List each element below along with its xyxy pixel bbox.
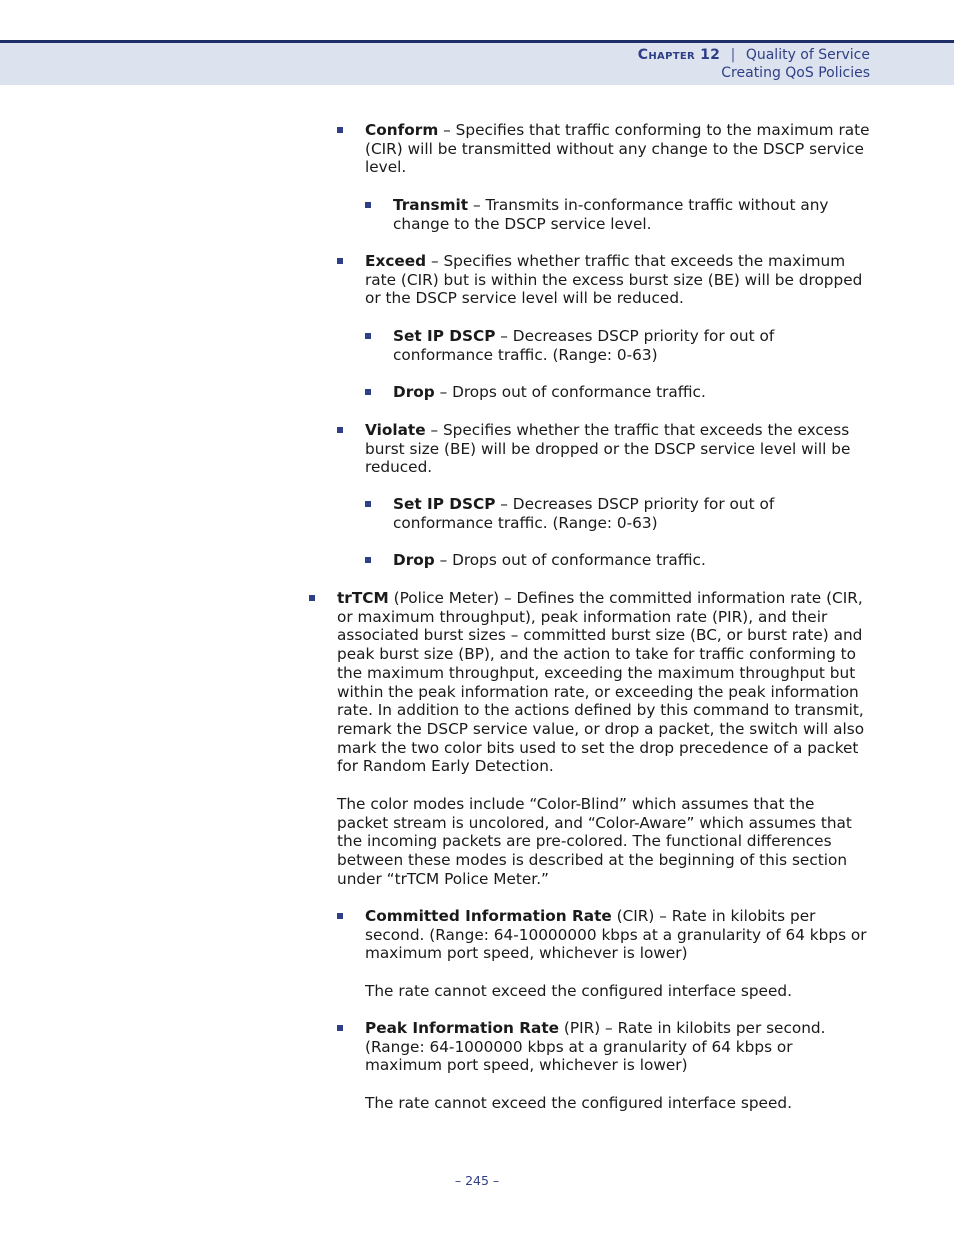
list-item-conform [365,121,870,177]
bullet-icon [365,557,371,563]
list-item-violate-set-ip-dscp [393,495,813,532]
bullet-icon [365,202,371,208]
section-title: Creating QoS Policies [721,65,870,81]
list-item-violate [365,421,870,477]
list-item-transmit [393,196,863,233]
desc-conform: – Specifies that traffic conforming to the maximum rate (CIR) will be transmitted without any change to the DSCP service level. [365,121,870,177]
bullet-icon [365,389,371,395]
bullet-icon [309,595,315,601]
list-item-pir [365,1019,870,1075]
bullet-icon [337,258,343,264]
desc-violate: – Specifies whether the traffic that exceeds the excess burst size (BE) will be dropped or the DSCP service level will be reduced. [365,421,851,477]
desc-transmit: – Transmits in-conformance traffic without any change to the DSCP service level. [393,196,829,233]
term-trtcm: trTCM [337,589,389,607]
term-cir: Committed Information Rate [365,907,612,925]
bullet-icon [337,1025,343,1031]
desc-trtcm: (Police Meter) – Defines the committed information rate (CIR, or maximum throughput), peak information rate (PIR), and their associated burst sizes – committed burst size (BC, or burst rate) and peak burst size (BP), and the action to take for traffic conforming to the maximum throughput, exceeding the maximum throughput but within the peak information rate, or exceeding the peak information rate. In addition to the actions defined by this command to transmit, remark the DSCP service value, or drop a packet, the switch will also mark the two color bits used to set the drop precedence of a packet for Random Early Detection. [337,589,865,776]
desc-pir: (PIR) – Rate in kilobits per second. (Range: 64-1000000 kbps at a granularity of 64 kbps or maximum port speed, whichever is lower) [365,1019,826,1075]
chapter-title: Quality of Service [745,47,870,63]
pir-note: The rate cannot exceed the configured interface speed. [365,1094,792,1112]
term-exceed: Exceed [365,252,427,270]
bullet-icon [365,333,371,339]
term-pir: Peak Information Rate [365,1019,560,1037]
desc-set-ip-dscp: – Decreases DSCP priority for out of conformance traffic. (Range: 0-63) [393,495,775,532]
bullet-icon [365,501,371,507]
term-drop: Drop [393,383,435,401]
header-separator: | [730,47,736,63]
page-header [0,40,954,85]
desc-cir: (CIR) – Rate in kilobits per second. (Range: 64-10000000 kbps at a granularity of 64 kbps or maximum port speed, whichever is lower) [365,907,867,963]
list-item-trtcm [337,589,870,776]
desc-drop: – Drops out of conformance traffic. [434,383,706,401]
desc-set-ip-dscp: – Decreases DSCP priority for out of conformance traffic. (Range: 0-63) [393,327,775,364]
list-item-exceed-drop [393,383,863,402]
bullet-icon [337,913,343,919]
term-set-ip-dscp: Set IP DSCP [393,327,496,345]
desc-exceed: – Specifies whether traffic that exceeds the maximum rate (CIR) but is within the excess burst size (BE) will be dropped or the DSCP service level will be reduced. [365,252,863,308]
desc-drop: – Drops out of conformance traffic. [434,551,706,569]
chapter-label: Chapter 12 [637,47,721,63]
list-item-exceed-set-ip-dscp [393,327,813,364]
list-item-violate-drop [393,551,863,570]
list-item-cir [365,907,870,963]
header-chapter [638,47,870,63]
term-drop: Drop [393,551,435,569]
term-transmit: Transmit [393,196,469,214]
cir-note: The rate cannot exceed the configured interface speed. [365,982,792,1000]
color-modes-paragraph: The color modes include “Color-Blind” which assumes that the packet stream is uncolored, and “Color-Aware” which assumes that the incoming packets are pre-colored. The functional differences between these modes is described at the beginning of this section under “trTCM Police Meter.” [337,795,852,888]
term-violate: Violate [365,421,426,439]
list-item-exceed [365,252,870,308]
term-set-ip-dscp: Set IP DSCP [393,495,496,513]
bullet-icon [337,127,343,133]
bullet-icon [337,427,343,433]
term-conform: Conform [365,121,439,139]
page-number: – 245 – [454,1173,500,1188]
